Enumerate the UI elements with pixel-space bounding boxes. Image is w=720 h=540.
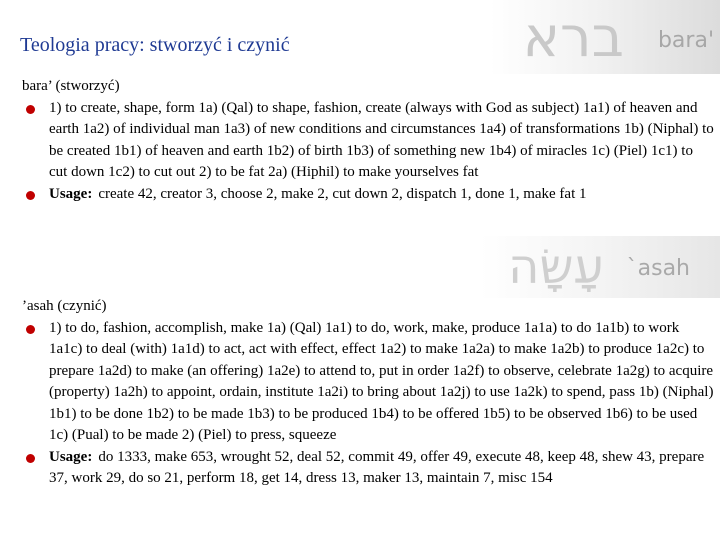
slide-title: Teologia pracy: stworzyć i czynić [20, 34, 290, 56]
bara-definition-text: 1) to create, shape, form 1a) (Qal) to shape, fashion, create (always with God as subject) 1a1) of heaven and earth 1a2) of individual man 1a3) of new conditions and circumstances 1a4) of transformations 1b) (Niphal) to be created 1b1) of heaven and earth 1b2) of birth 1b3) of something new 1b4) of miracles 1c) (Piel) 1c1) to cut down 1c2) to cut out 2) to be fat 2a) (Hiphil) to make yourselves fat [49, 99, 714, 180]
asah-list [22, 318, 714, 490]
bara-hebrew-text: ברא [522, 5, 624, 70]
bara-list [22, 98, 714, 206]
bullet-icon [26, 191, 35, 200]
bullet-icon [26, 105, 35, 114]
bullet-icon [26, 325, 35, 334]
asah-usage-item [22, 447, 714, 490]
asah-hebrew-text: עָשָׂה [508, 239, 604, 295]
asah-definition-text: 1) to do, fashion, accomplish, make 1a) (Qal) 1a1) to do, work, make, produce 1a1a) to do 1a1b) to work 1a1c) to deal (with) 1a1d) to act, act with effect, effect 1a2) to make 1a2a) to make 1a2b) to produce 1a2c) to prepare 1a2d) to make (an offering) 1a2e) to attend to, put in order 1a2f) to observe, celebrate 1a2g) to acquire (property) 1a2h) to appoint, ordain, institute 1a2i) to bring about 1a2j) to use 1a2k) to spend, pass 1b) (Niphal) 1b1) to be done 1b2) to be made 1b3) to be produced 1b4) to be offered 1b5) to be observed 1b6) to be used 1c) (Pual) to be made 2) (Piel) to press, squeeze [49, 319, 714, 443]
bara-usage-text: create 42, creator 3, choose 2, make 2, cut down 2, dispatch 1, done 1, make fat 1 [98, 185, 587, 202]
asah-usage-label: Usage: [49, 448, 93, 465]
bara-heading: bara’ (stworzyć) [22, 78, 120, 94]
bullet-icon [26, 454, 35, 463]
asah-heading: ’asah (czynić) [22, 298, 107, 314]
bara-usage-item [22, 184, 714, 206]
asah-transliteration: `asah [626, 256, 690, 281]
bara-transliteration: bara' [657, 28, 714, 53]
bara-definition-item [22, 98, 714, 184]
bara-usage-label: Usage: [49, 185, 93, 202]
asah-usage-text: do 1333, make 653, wrought 52, deal 52, commit 49, offer 49, execute 48, keep 48, shew 43, prepare 37, work 29, do so 21, perform 18, get 14, dress 13, maker 13, maintain 7, misc 154 [49, 448, 705, 486]
asah-section [22, 296, 714, 490]
asah-definition-item [22, 318, 714, 447]
asah-banner [480, 236, 720, 298]
bara-banner [490, 0, 720, 74]
bara-section [22, 76, 714, 205]
